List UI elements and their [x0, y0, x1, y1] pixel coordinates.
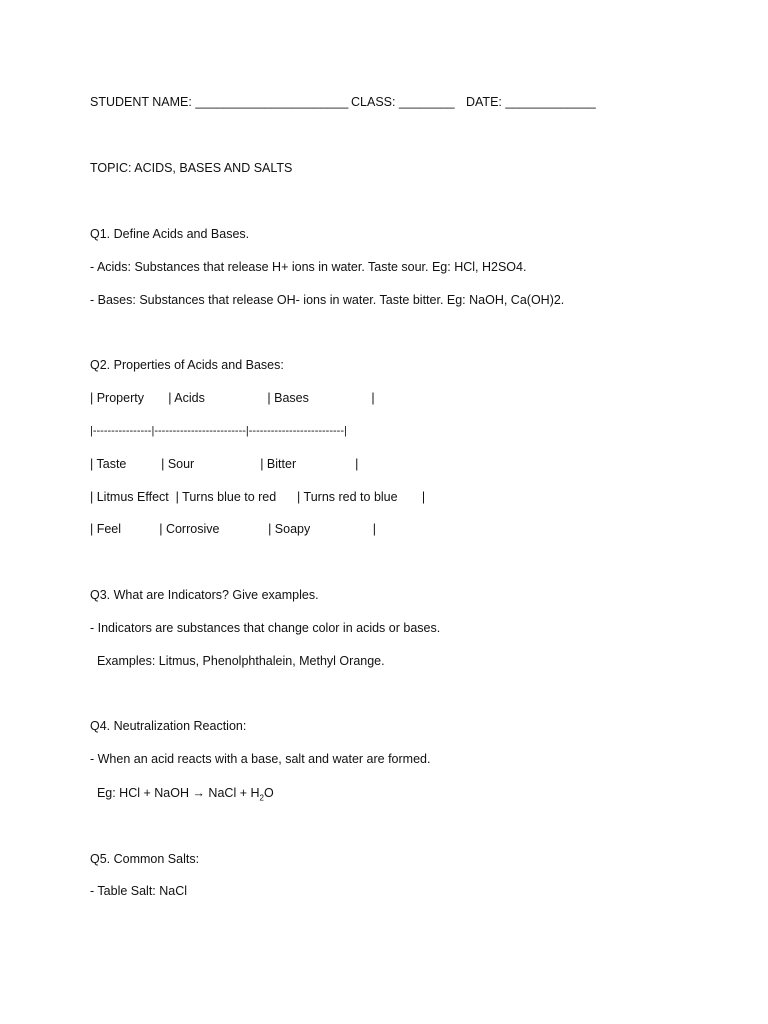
q2-table-header-row: | Property | Acids | Bases |: [90, 391, 375, 405]
q2-table-row-taste: | Taste | Sour | Bitter |: [90, 457, 359, 471]
student-name-field: STUDENT NAME: ______________________: [90, 95, 349, 109]
q2-table-separator-row: |----------------|-------------------------|--------------------------|: [90, 425, 347, 437]
q3-examples-line: Examples: Litmus, Phenolphthalein, Methyl Orange.: [90, 654, 385, 668]
q1-bases-line: - Bases: Substances that release OH- ions in water. Taste bitter. Eg: NaOH, Ca(OH)2.: [90, 293, 565, 307]
q5-title: Q5. Common Salts:: [90, 852, 200, 866]
q4-equation: [90, 785, 274, 801]
q4-equation-main: Eg: HCl + NaOH → NaCl + H: [90, 786, 260, 800]
q2-table-row-feel: | Feel | Corrosive | Soapy |: [90, 522, 376, 536]
q4-description-line: - When an acid reacts with a base, salt and water are formed.: [90, 752, 431, 766]
q3-definition-line: - Indicators are substances that change color in acids or bases.: [90, 621, 441, 635]
date-field: DATE: _____________: [466, 95, 596, 109]
topic-heading: TOPIC: ACIDS, BASES AND SALTS: [90, 161, 293, 175]
q2-title: Q2. Properties of Acids and Bases:: [90, 358, 284, 372]
q2-table-row-litmus: | Litmus Effect | Turns blue to red | Turns red to blue |: [90, 490, 426, 504]
class-field: CLASS: ________: [351, 95, 455, 109]
q5-table-salt-line: - Table Salt: NaCl: [90, 884, 188, 898]
q1-acids-line: - Acids: Substances that release H+ ions in water. Taste sour. Eg: HCl, H2SO4.: [90, 260, 527, 274]
q3-title: Q3. What are Indicators? Give examples.: [90, 588, 319, 602]
q1-title: Q1. Define Acids and Bases.: [90, 227, 250, 241]
q4-equation-subscript: 2: [259, 793, 264, 803]
q4-title: Q4. Neutralization Reaction:: [90, 719, 247, 733]
q4-equation-suffix: O: [263, 786, 274, 800]
